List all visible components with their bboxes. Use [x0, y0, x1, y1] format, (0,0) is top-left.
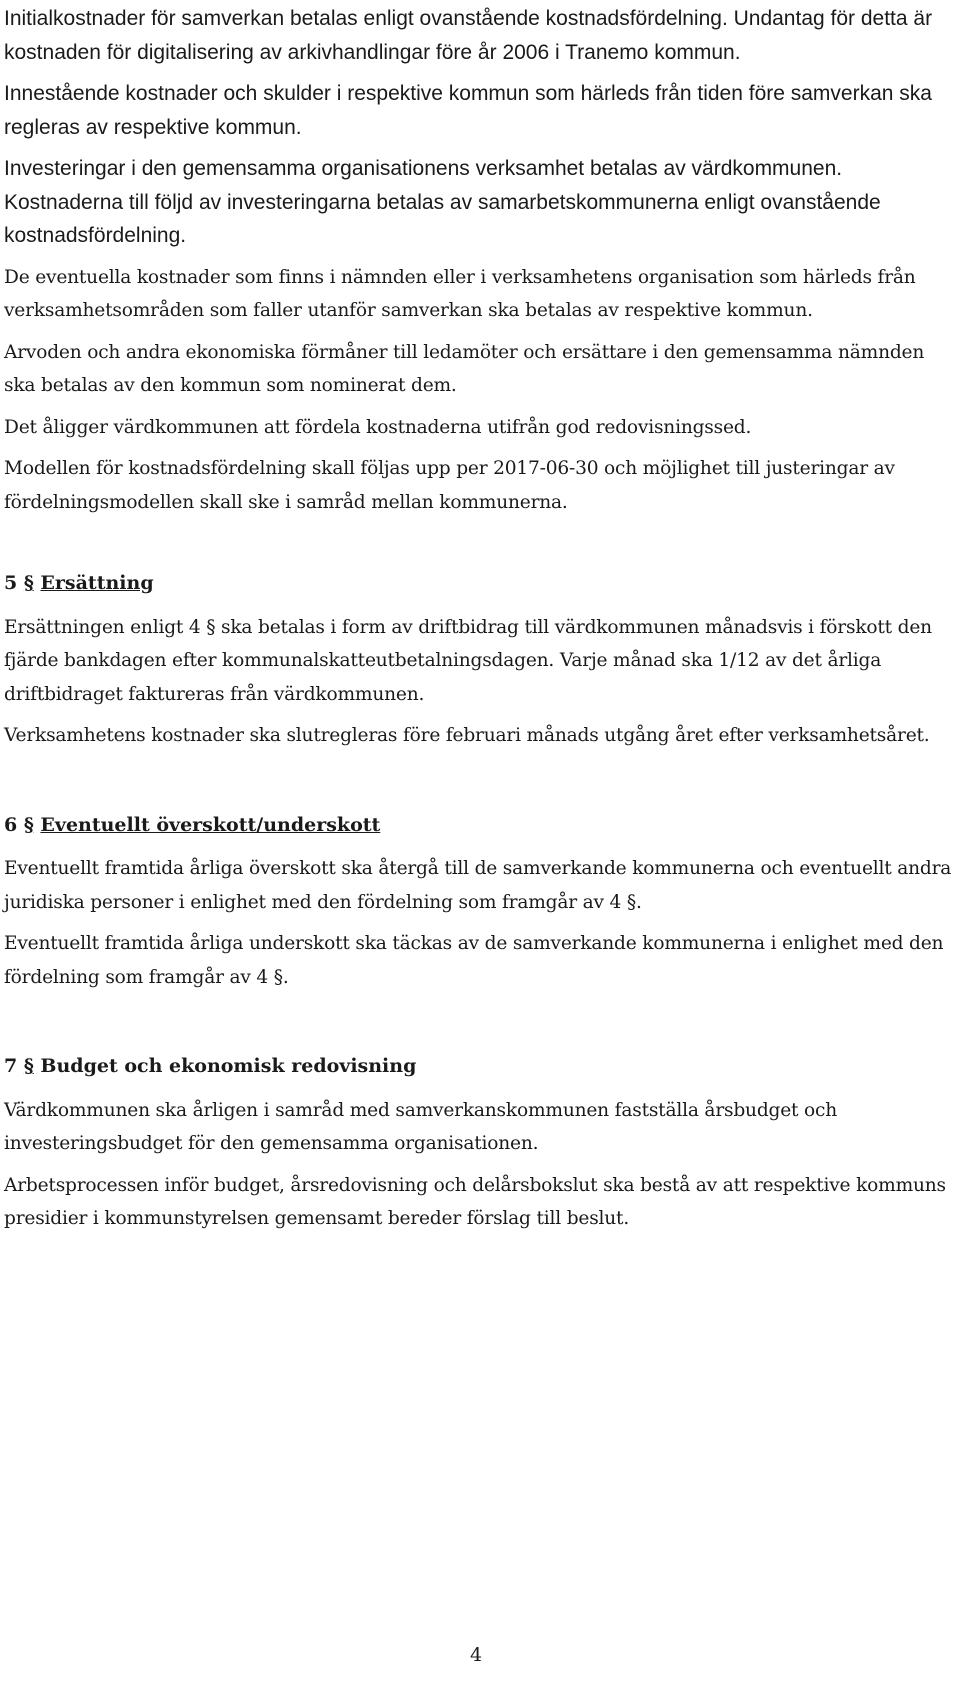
document-body — [4, 2, 956, 1236]
section-number: 7 — [4, 1055, 18, 1077]
paragraph-host-duty: Det åligger värdkommunen att fördela kostnaderna utifrån god redovisningssed. — [4, 416, 752, 438]
section-symbol: § — [23, 572, 34, 594]
paragraph-outstanding-costs: Innestående kostnader och skulder i respektive kommun som härleds från tiden före samverkan ska regleras av respektive kommun. — [4, 82, 932, 139]
section-heading-6 — [4, 809, 956, 843]
section-title: Ersättning — [40, 572, 154, 594]
section-number: 6 — [4, 813, 18, 836]
page-number: 4 — [470, 1644, 483, 1666]
paragraph-budget: Värdkommunen ska årligen i samråd med samverkanskommunen fastställa årsbudget och investeringsbudget för den gemensamma organisationen. — [4, 1099, 838, 1154]
section-symbol: § — [23, 1055, 34, 1077]
section-symbol: § — [23, 813, 34, 836]
paragraph-deficit: Eventuellt framtida årliga underskott ska täckas av de samverkande kommunerna i enlighet med den fördelning som framgår av 4 §. — [4, 933, 944, 988]
section-title: Budget och ekonomisk redovisning — [40, 1055, 417, 1077]
section-number: 5 — [4, 572, 18, 594]
paragraph-fees: Arvoden och andra ekonomiska förmåner till ledamöter och ersättare i den gemensamma nämnden ska betalas av den kommun som nominerat dem. — [4, 341, 925, 396]
paragraph-investments: Investeringar i den gemensamma organisationens verksamhet betalas av värdkommunen. Kostnaderna till följd av investeringarna betalas av samarbetskommunerna enligt ovanstående kostnadsfördelning. — [4, 157, 881, 247]
paragraph-work-process: Arbetsprocessen inför budget, årsredovisning och delårsbokslut ska bestå av att respektive kommuns presidier i kommunstyrelsen gemensamt bereder förslag till beslut. — [4, 1174, 946, 1229]
paragraph-follow-up: Modellen för kostnadsfördelning skall följas upp per 2017-06-30 och möjlighet till justeringar av fördelningsmodellen skall ske i samråd mellan kommunerna. — [4, 458, 895, 513]
section-heading-5 — [4, 567, 956, 601]
paragraph-possible-costs: De eventuella kostnader som finns i nämnden eller i verksamhetens organisation som härleds från verksamhetsområden som faller utanför samverkan ska betalas av respektive kommun. — [4, 266, 916, 321]
paragraph-compensation: Ersättningen enligt 4 § ska betalas i form av driftbidrag till värdkommunen månadsvis i förskott den fjärde bankdagen efter kommunalskatteutbetalningsdagen. Varje månad ska 1/12 av det årliga driftbidraget faktureras från värdkommunen. — [4, 616, 932, 705]
section-title: Eventuellt överskott/underskott — [40, 813, 381, 836]
section-heading-7 — [4, 1050, 956, 1084]
paragraph-initial-costs: Initialkostnader för samverkan betalas enligt ovanstående kostnadsfördelning. Undantag för detta är kostnaden för digitalisering av arkivhandlingar före år 2006 i Tranemo kommun. — [4, 7, 933, 64]
paragraph-final-settlement: Verksamhetens kostnader ska slutregleras före februari månads utgång året efter verksamhetsåret. — [4, 725, 930, 746]
paragraph-surplus: Eventuellt framtida årliga överskott ska återgå till de samverkande kommunerna och eventuellt andra juridiska personer i enlighet med den fördelning som framgår av 4 §. — [4, 858, 952, 913]
